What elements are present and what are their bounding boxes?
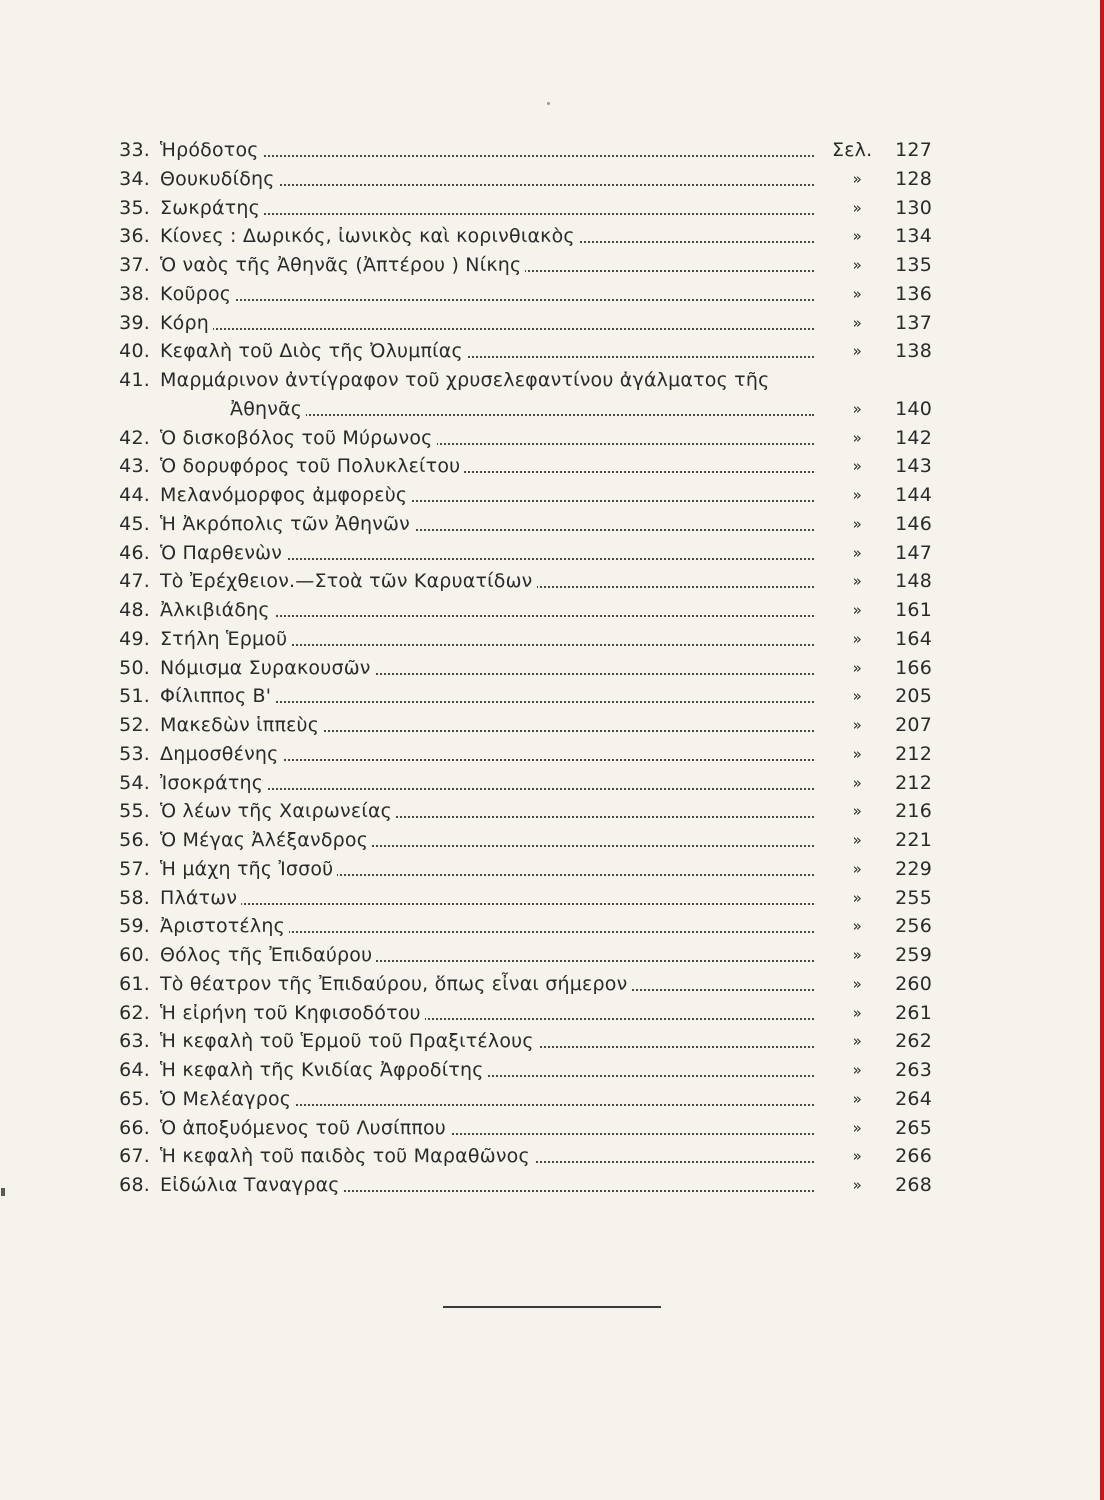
toc-entry: [100, 539, 932, 567]
entry-page-number: 144: [895, 484, 932, 506]
entry-title-wrap: [160, 999, 814, 1027]
entry-number: 41.: [119, 369, 150, 391]
entry-title: Τὸ θέατρον τῆς Ἐπιδαύρου, ὅπως εἶναι σήμερον: [160, 973, 631, 995]
entry-title-wrap: [160, 1142, 814, 1170]
toc-entry: [100, 625, 932, 653]
ditto-mark: »: [852, 687, 862, 706]
entry-page-number: 161: [895, 599, 932, 621]
entry-title: Ἡ κεφαλὴ τῆς Κνιδίας Ἀφροδίτης: [160, 1059, 488, 1081]
entry-title: Ἀριστοτέλης: [160, 915, 289, 937]
page-label: Σελ.: [832, 139, 873, 161]
ditto-mark: »: [852, 716, 862, 734]
toc-entry: [100, 682, 932, 710]
entry-title-wrap: [160, 596, 814, 624]
entry-page-number: 256: [895, 915, 932, 938]
entry-page-number: 128: [895, 167, 932, 190]
entry-title-wrap: [160, 424, 814, 452]
ditto-mark: »: [852, 1032, 862, 1051]
entry-page-number: 205: [895, 685, 932, 708]
entry-title: Ἡ μάχη τῆς Ἰσσοῦ: [160, 858, 337, 880]
ditto-mark: »: [852, 514, 862, 533]
ditto-mark: »: [852, 399, 862, 418]
toc-entry: [100, 251, 932, 279]
toc-entry: [100, 395, 932, 423]
ditto-mark: »: [852, 284, 862, 303]
entry-number: 56.: [119, 829, 150, 851]
entry-number: 44.: [119, 484, 150, 506]
toc-entry: [100, 136, 932, 164]
entry-number: 65.: [119, 1087, 150, 1110]
entry-title-wrap: [160, 797, 814, 825]
entry-number: 60.: [119, 944, 150, 966]
entry-number: 57.: [119, 857, 150, 880]
entry-number: 33.: [119, 139, 150, 161]
entry-number: 47.: [119, 570, 150, 593]
ditto-mark: »: [852, 974, 862, 993]
entry-title-wrap: [160, 711, 814, 739]
toc-entry: [100, 1027, 932, 1055]
toc-entry: [100, 1085, 932, 1113]
entry-title-wrap: [160, 136, 814, 164]
entry-page-number: 140: [895, 397, 932, 420]
entry-title-wrap: [160, 941, 814, 969]
entry-title: Ἡ Ἀκρόπολις τῶν Ἀθηνῶν: [160, 513, 414, 535]
entry-title-wrap: [160, 1114, 814, 1142]
ditto-mark: »: [852, 744, 862, 763]
toc-entry: [100, 596, 932, 624]
ditto-mark: »: [852, 917, 862, 936]
toc-entry: [100, 912, 932, 940]
entry-number: 34.: [119, 167, 150, 190]
ditto-mark: »: [852, 802, 862, 821]
toc-entry-first-line: [100, 366, 932, 394]
entry-title: Κοῦρος: [160, 283, 235, 305]
dot-leader: [160, 903, 814, 905]
toc-entry: [100, 711, 932, 739]
entry-title-wrap: [160, 567, 814, 595]
entry-title: Φίλιππος Β': [160, 685, 275, 707]
entry-title-wrap: [160, 654, 814, 682]
entry-number: 59.: [119, 915, 150, 938]
toc-entry: [100, 337, 932, 365]
toc-entry: [100, 510, 932, 538]
ditto-mark: »: [852, 831, 862, 849]
margin-mark: [1, 1188, 5, 1196]
toc-entry: [100, 452, 932, 480]
toc-entry: [100, 222, 932, 250]
entry-number: 46.: [119, 541, 150, 564]
ditto-mark: »: [852, 859, 862, 878]
entry-title-wrap: [230, 395, 814, 423]
entry-title: Δημοσθένης: [160, 743, 283, 765]
toc-entry: [100, 941, 932, 969]
ditto-mark: »: [852, 198, 862, 217]
entry-number: 42.: [119, 426, 150, 449]
entry-title: Ἡ εἰρήνη τοῦ Κηφισοδότου: [160, 1002, 425, 1024]
ditto-mark: »: [852, 1118, 862, 1137]
entry-title-wrap: [160, 481, 814, 509]
entry-title-wrap: [160, 222, 814, 250]
entry-title-wrap: [160, 1056, 814, 1084]
entry-number: 38.: [119, 282, 150, 305]
entry-page-number: 138: [895, 340, 932, 363]
entry-number: 48.: [119, 599, 150, 621]
entry-title: Κόρη: [160, 312, 213, 334]
entry-number: 35.: [119, 196, 150, 219]
ditto-mark: »: [852, 1176, 862, 1194]
entry-title: Μακεδὼν ἱππεὺς: [160, 714, 323, 736]
entry-number: 52.: [119, 714, 150, 736]
entry-page-number: 142: [895, 426, 932, 449]
entry-page-number: 166: [895, 656, 932, 679]
entry-title-wrap: [160, 510, 814, 538]
ditto-mark: »: [852, 342, 862, 361]
ditto-mark: »: [852, 543, 862, 562]
ditto-mark: »: [852, 1147, 862, 1166]
entry-page-number: 221: [895, 829, 932, 851]
entry-title-wrap: [160, 884, 814, 912]
ditto-mark: »: [852, 486, 862, 504]
entry-page-number: 261: [895, 1001, 932, 1024]
entry-number: 53.: [119, 742, 150, 765]
toc-entry: [100, 855, 932, 883]
ditto-mark: »: [852, 1061, 862, 1079]
entry-page-number: 262: [895, 1030, 932, 1053]
ditto-mark: »: [852, 256, 862, 274]
entry-number: 40.: [119, 340, 150, 363]
ditto-mark: »: [852, 1003, 862, 1022]
entry-title-wrap: [160, 194, 814, 222]
entry-number: 37.: [119, 254, 150, 276]
toc-entry: [100, 1142, 932, 1170]
entry-title: Σωκράτης: [160, 197, 264, 219]
entry-title-wrap: [160, 309, 814, 337]
entry-page-number: 255: [895, 886, 932, 909]
entry-page-number: 264: [895, 1087, 932, 1110]
entry-title: Ἰσοκράτης: [160, 772, 267, 794]
entry-title: Ἀθηνᾶς: [230, 398, 306, 420]
entry-page-number: 268: [895, 1174, 932, 1196]
entry-title-line1: Μαρμάρινον ἀντίγραφον τοῦ χρυσελεφαντίνου ἀγάλματος τῆς: [160, 369, 770, 391]
entry-page-number: 260: [895, 972, 932, 995]
entry-page-number: 136: [895, 282, 932, 305]
entry-title: Ὁ λέων τῆς Χαιρωνείας: [160, 800, 396, 822]
entry-page-number: 265: [895, 1116, 932, 1139]
entry-number: 61.: [119, 972, 150, 995]
entry-title: Ὁ δισκοβόλος τοῦ Μύρωνος: [160, 427, 437, 449]
entry-page-number: 148: [895, 570, 932, 593]
entry-page-number: 143: [895, 455, 932, 478]
entry-number: 49.: [119, 627, 150, 650]
dot-leader: [230, 414, 814, 416]
ditto-mark: »: [852, 658, 862, 677]
toc-entry: [100, 769, 932, 797]
entry-number: 58.: [119, 886, 150, 909]
entry-title: Θόλος τῆς Ἐπιδαύρου: [160, 944, 376, 966]
toc-entry: [100, 654, 932, 682]
entry-title: Ἀλκιβιάδης: [160, 599, 274, 621]
ditto-mark: »: [852, 773, 862, 792]
entry-title-wrap: [160, 539, 814, 567]
ditto-mark: »: [852, 946, 862, 964]
toc-entry: [100, 970, 932, 998]
entry-title-wrap: [160, 251, 814, 279]
ditto-mark: »: [852, 888, 862, 907]
ditto-mark: »: [852, 1089, 862, 1108]
entry-page-number: 127: [895, 139, 932, 161]
toc-entry: [100, 424, 932, 452]
entry-title: Στήλη Ἑρμοῦ: [160, 628, 291, 650]
entry-title-wrap: [160, 1027, 814, 1055]
entry-number: 43.: [119, 455, 150, 478]
entry-title-wrap: [160, 452, 814, 480]
toc-entry: [100, 481, 932, 509]
entry-title: Ἡρόδοτος: [160, 139, 263, 161]
entry-title: Εἰδώλια Ταναγρας: [160, 1174, 344, 1196]
entry-title-wrap: [160, 912, 814, 940]
entry-title: Ἡ κεφαλὴ τοῦ Ἑρμοῦ τοῦ Πραξιτέλους: [160, 1030, 538, 1052]
entry-title-wrap: [160, 682, 814, 710]
toc-entry: [100, 567, 932, 595]
ditto-mark: »: [852, 457, 862, 476]
entry-title: Θουκυδίδης: [160, 168, 279, 190]
closing-rule: [443, 1306, 661, 1308]
toc-entry: [100, 884, 932, 912]
ditto-mark: »: [852, 572, 862, 591]
entry-number: 55.: [119, 800, 150, 823]
entry-title: Πλάτων: [160, 887, 241, 909]
entry-number: 54.: [119, 771, 150, 794]
ditto-mark: »: [852, 313, 862, 332]
entry-title-wrap: [160, 625, 814, 653]
entry-page-number: 134: [895, 225, 932, 248]
toc-entry: [100, 309, 932, 337]
entry-page-number: 137: [895, 311, 932, 334]
toc-entry: [100, 797, 932, 825]
entry-title-wrap: [160, 337, 814, 365]
entry-title-wrap: [160, 740, 814, 768]
toc-entry: [100, 826, 932, 854]
entry-title-wrap: [160, 855, 814, 883]
ditto-mark: »: [852, 227, 862, 246]
entry-page-number: 207: [895, 714, 932, 736]
entry-number: 63.: [119, 1030, 150, 1053]
entry-title: Τὸ Ἐρέχθειον.—Στοὰ τῶν Καρυατίδων: [160, 570, 537, 592]
entry-title-wrap: [160, 970, 814, 998]
entry-number: 50.: [119, 656, 150, 679]
toc-entry: [100, 194, 932, 222]
entry-number: 51.: [119, 685, 150, 708]
entry-page-number: 263: [895, 1059, 932, 1081]
entry-title: Κίονες : Δωρικός, ἰωνικὸς καὶ κορινθιακὸς: [160, 225, 579, 247]
toc-entry: [100, 280, 932, 308]
entry-number: 45.: [119, 512, 150, 535]
entry-title-wrap: [160, 769, 814, 797]
toc-entry: [100, 999, 932, 1027]
entry-title: Ὁ Μέγας Ἀλέξανδρος: [160, 829, 372, 851]
entry-number: 68.: [119, 1174, 150, 1196]
entry-page-number: 259: [895, 944, 932, 966]
ditto-mark: »: [852, 169, 862, 188]
entry-page-number: 146: [895, 512, 932, 535]
entry-number: 36.: [119, 225, 150, 248]
entry-title-wrap: [160, 826, 814, 854]
entry-title: Ὁ Παρθενὼν: [160, 542, 286, 564]
ditto-mark: »: [852, 629, 862, 648]
entry-page-number: 212: [895, 771, 932, 794]
entry-page-number: 135: [895, 254, 932, 276]
entry-number: 64.: [119, 1059, 150, 1081]
entry-title-wrap: [160, 165, 814, 193]
entry-title: Μελανόμορφος ἀμφορεὺς: [160, 484, 411, 506]
entry-page-number: 266: [895, 1145, 932, 1168]
entry-number: 62.: [119, 1001, 150, 1024]
entry-title: Ἡ κεφαλὴ τοῦ παιδὸς τοῦ Μαραθῶνος: [160, 1145, 534, 1167]
entry-page-number: 229: [895, 857, 932, 880]
entry-title: Ὁ ναὸς τῆς Ἀθηνᾶς (Ἀπτέρου ) Νίκης: [160, 254, 525, 276]
toc-entry: [100, 1056, 932, 1084]
toc-entry: [100, 1114, 932, 1142]
ditto-mark: »: [852, 428, 862, 447]
toc-entry: [100, 165, 932, 193]
toc-entry: [100, 740, 932, 768]
entry-title-wrap: [160, 280, 814, 308]
dot-leader: [160, 299, 814, 301]
entry-page-number: 130: [895, 196, 932, 219]
entry-title: Ὁ Μελέαγρος: [160, 1088, 295, 1110]
entry-title-wrap: [160, 1171, 814, 1199]
entry-page-number: 164: [895, 627, 932, 650]
entry-title-wrap: [160, 1085, 814, 1113]
entry-page-number: 212: [895, 742, 932, 765]
ditto-mark: »: [852, 601, 862, 619]
entry-title: Ὁ ἀποξυόμενος τοῦ Λυσίππου: [160, 1117, 450, 1139]
entry-title: Ὁ δορυφόρος τοῦ Πολυκλείτου: [160, 455, 464, 477]
entry-number: 67.: [119, 1145, 150, 1168]
entry-page-number: 216: [895, 800, 932, 823]
entry-page-number: 147: [895, 541, 932, 564]
dot-leader: [160, 328, 814, 330]
entry-number: 39.: [119, 311, 150, 334]
entry-title: Νόμισμα Συρακουσῶν: [160, 657, 375, 679]
entry-number: 66.: [119, 1116, 150, 1139]
toc-entry: [100, 1171, 932, 1199]
page-dot-mark: [547, 102, 550, 105]
entry-title: Κεφαλὴ τοῦ Διὸς τῆς Ὀλυμπίας: [160, 340, 467, 362]
